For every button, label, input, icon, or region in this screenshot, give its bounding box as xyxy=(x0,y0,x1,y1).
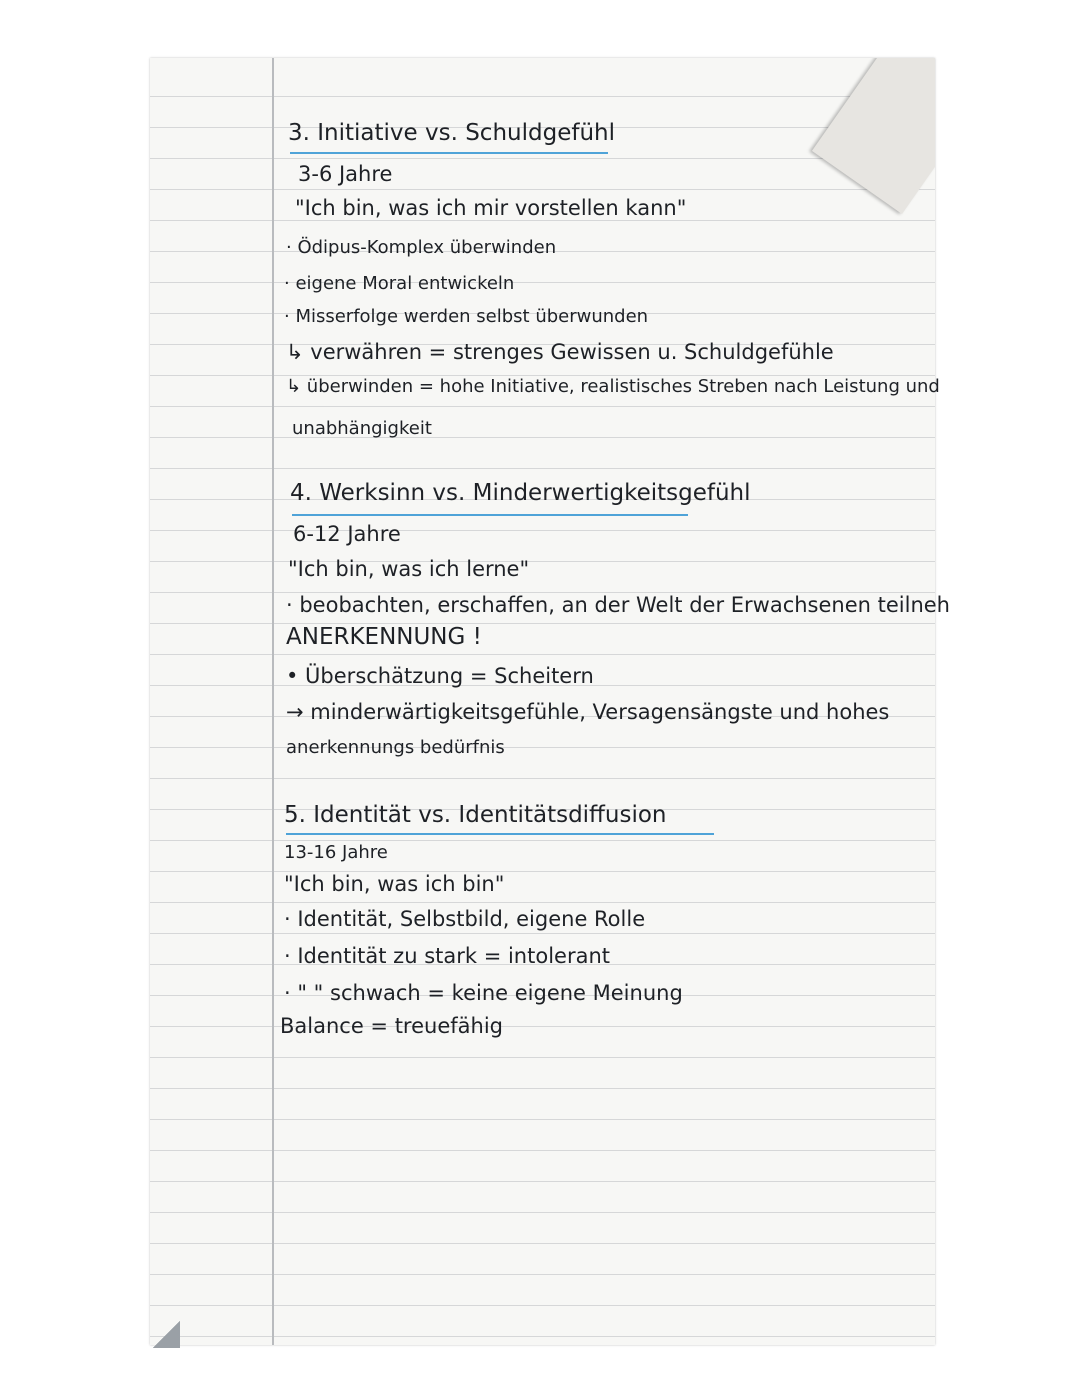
section-4-line-5: anerkennungs bedürfnis xyxy=(286,737,505,758)
section-4-title: 4. Werksinn vs. Minderwertigkeitsgefühl xyxy=(290,480,751,506)
section-3-title: 3. Initiative vs. Schuldgefühl xyxy=(288,120,615,146)
section-4-line-4: → minderwärtigkeitsgefühle, Versagensängste und hohes xyxy=(286,700,890,724)
section-5-age: 13-16 Jahre xyxy=(284,842,388,863)
section-5-line-3: · " " schwach = keine eigene Meinung xyxy=(284,981,683,1005)
section-3-quote: "Ich bin, was ich mir vorstellen kann" xyxy=(295,196,687,220)
section-4-line-3: • Überschätzung = Scheitern xyxy=(286,664,594,688)
section-3-line-5: ↳ überwinden = hohe Initiative, realistisches Streben nach Leistung und xyxy=(286,376,940,397)
section-4-line-2: ANERKENNUNG ! xyxy=(286,624,482,650)
section-4-age: 6-12 Jahre xyxy=(293,522,401,546)
section-3-line-4: ↳ verwähren = strenges Gewissen u. Schuldgefühle xyxy=(286,340,834,364)
section-3-age: 3-6 Jahre xyxy=(298,162,393,186)
section-5-line-1: · Identität, Selbstbild, eigene Rolle xyxy=(284,907,646,931)
section-3-line-3: · Misserfolge werden selbst überwunden xyxy=(284,306,649,327)
section-5-line-2: · Identität zu stark = intolerant xyxy=(284,944,611,968)
section-3-title-underline xyxy=(290,152,608,154)
section-4-title-underline xyxy=(292,514,688,516)
section-3-line-2: · eigene Moral entwickeln xyxy=(284,273,515,294)
section-3-line-1: · Ödipus-Komplex überwinden xyxy=(286,237,557,258)
section-5-title-underline xyxy=(286,833,714,835)
section-5-quote: "Ich bin, was ich bin" xyxy=(284,872,505,896)
section-5-title: 5. Identität vs. Identitätsdiffusion xyxy=(284,802,667,828)
section-4-quote: "Ich bin, was ich lerne" xyxy=(288,557,530,581)
section-4-line-1: · beobachten, erschaffen, an der Welt der Erwachsenen teilneh xyxy=(286,593,950,617)
section-5-line-4: Balance = treuefähig xyxy=(280,1014,503,1038)
section-3-line-6: unabhängigkeit xyxy=(292,418,432,439)
